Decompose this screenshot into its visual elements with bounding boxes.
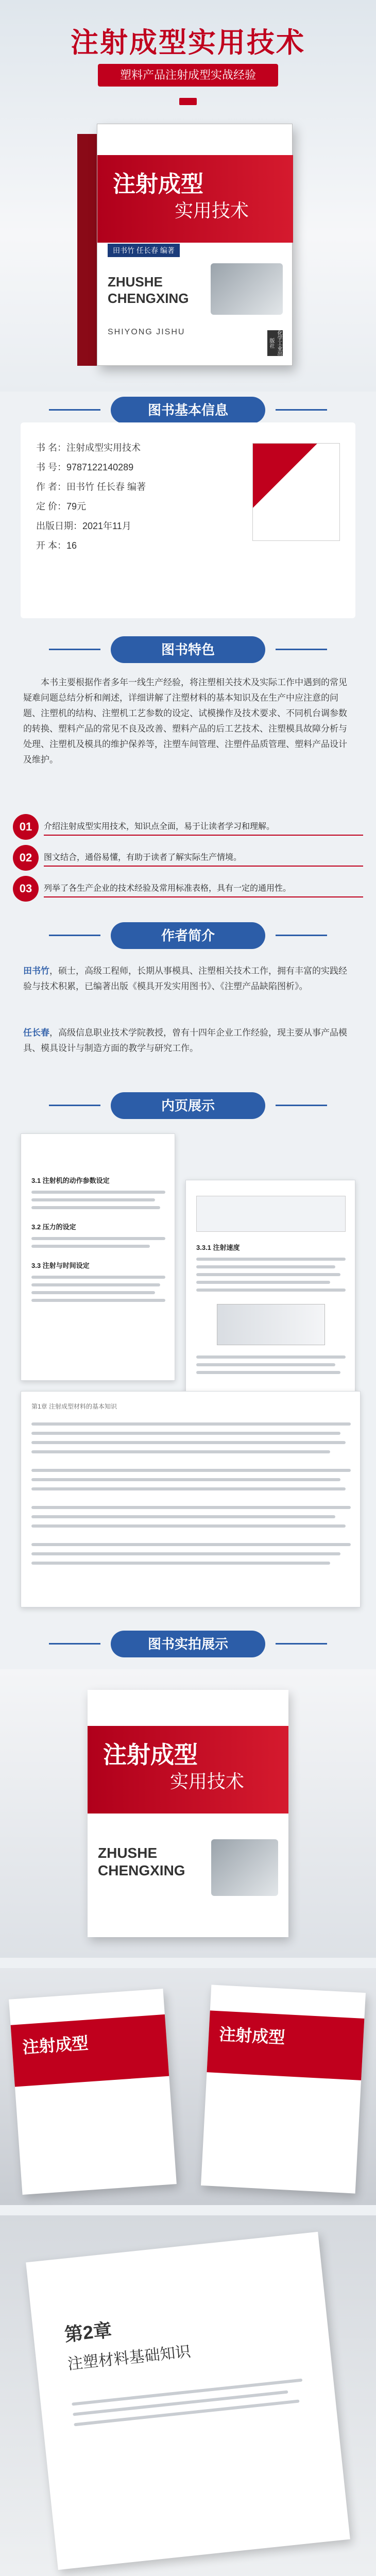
text-line: [31, 1515, 335, 1518]
photo-open-page: [26, 2232, 350, 2570]
text-line: [31, 1441, 346, 1444]
hero-subtitle: 塑料产品注射成型实战经验: [98, 64, 278, 87]
text-line: [31, 1543, 351, 1546]
photo-title-1: 注射成型: [218, 2025, 286, 2047]
photo-book: [88, 1690, 288, 1937]
text-line: [196, 1265, 335, 1268]
text-line: [31, 1206, 160, 1209]
text-line: [31, 1524, 346, 1528]
text-line: [31, 1291, 155, 1294]
text-line: [31, 1478, 340, 1481]
book-cover-3d: [77, 124, 294, 366]
photo-pinyin-2: CHENGXING: [98, 1862, 185, 1878]
cover-publisher: 化学工业出版社: [268, 330, 282, 356]
book-spine: [77, 134, 98, 366]
section-header-inner: 内页展示: [111, 1092, 265, 1119]
section-header-info: 图书基本信息: [111, 397, 265, 423]
author-2: [23, 1025, 353, 1056]
text-line: [196, 1355, 346, 1359]
photo-pinyin: [98, 1844, 185, 1879]
section-header-features: 图书特色: [111, 636, 265, 663]
photo-title-2: 实用技术: [170, 1771, 245, 1792]
text-line: [31, 1283, 160, 1286]
photo-chapter: 第2章: [63, 2319, 113, 2346]
info-item: 出版日期：2021年11月: [36, 521, 131, 531]
text-line: [196, 1289, 346, 1292]
book-cover: [97, 124, 293, 366]
cover-pinyin: [108, 274, 189, 307]
feature-text: 介绍注射成型实用技术，知识点全面，易于让读者学习和理解。: [44, 818, 363, 836]
feature-text: 图文结合，通俗易懂，有助于读者了解实际生产情境。: [44, 849, 363, 867]
text-line: [196, 1281, 330, 1284]
cover-title-2: 实用技术: [175, 200, 249, 221]
author-1: [23, 963, 353, 994]
photo-open-ch2: [0, 2215, 376, 2576]
text-line: [31, 1506, 351, 1509]
cover-machine-image: [211, 263, 283, 315]
text-line: [31, 1237, 165, 1240]
inner-page-left: [21, 1133, 175, 1381]
photo-book-left: [9, 1989, 177, 2195]
photo-pair: [0, 1968, 376, 2205]
text-line: [196, 1371, 340, 1374]
author-1-text: ，硕士，高级工程师，长期从事模具、注塑相关技术工作，拥有丰富的实践经验与技术积累，已编著出版《模具开发实用图书》、《注塑产品缺陷图析》。: [23, 966, 347, 991]
hero-title: 注射成型实用技术: [71, 27, 305, 58]
info-item: 书 号：9787122140289: [36, 462, 134, 472]
text-line: [31, 1276, 165, 1279]
text-line: [31, 1552, 340, 1555]
text-line: [31, 1487, 346, 1490]
inner-heading: 3.2 压力的设定: [31, 1223, 76, 1231]
text-line: [31, 1299, 165, 1302]
cover-authors: 田书竹 任长春 编著: [108, 244, 180, 257]
section-header-real: 图书实拍展示: [111, 1631, 265, 1657]
text-line: [31, 1422, 351, 1426]
feature-text: 列举了各生产企业的技术经验及常用标准表格，具有一定的通用性。: [44, 880, 363, 897]
photo-title-1: 注射成型: [22, 2033, 89, 2057]
text-line: [31, 1198, 155, 1201]
author-2-name: 任长春: [23, 1028, 49, 1038]
hero-banner: [0, 0, 376, 392]
feature-point: [13, 845, 363, 871]
text-line: [31, 1469, 351, 1472]
info-item: 开 本：16: [36, 540, 77, 551]
inner-heading: 3.3 注射与时间设定: [31, 1262, 90, 1269]
inner-heading: 3.1 注射机的动作参数设定: [31, 1177, 110, 1184]
text-line: [31, 1245, 150, 1248]
info-book-thumbnail: [252, 443, 340, 541]
photo-book-right: [201, 1985, 366, 2193]
cover-title-1: 注射成型: [113, 172, 203, 197]
text-line: [31, 1450, 330, 1453]
info-list: [36, 438, 146, 555]
text-line: [196, 1273, 340, 1276]
features-intro: 本书主要根据作者多年一线生产经验，将注塑相关技术及实际工作中遇到的常见疑难问题总结分析和阐述，详细讲解了注塑材料的基本知识及在生产中应注意的问题、注塑机的结构、注塑机工艺参数的设定、试模操作及技术要求、不同机台调参数的转换、塑料产品的常见不良及改善、塑料产品的后工艺技术、注塑模具故障分析与处理、注塑机及模具的维护保养等，注塑车间管理、注塑件品质管理、塑料产品设计及维护。: [23, 677, 347, 765]
text-line: [31, 1562, 330, 1565]
text-line: [196, 1363, 335, 1366]
feature-number: 01: [13, 814, 39, 840]
section-header-authors: 作者简介: [111, 922, 265, 949]
seal-mark: [179, 98, 197, 105]
text-line: [31, 1432, 340, 1435]
info-card: [21, 422, 355, 618]
feature-point: [13, 876, 363, 902]
info-item: 作 者：田书竹 任长春 编著: [36, 482, 146, 492]
inner-page-bottom: [21, 1391, 361, 1607]
feature-point: [13, 814, 363, 840]
feature-number: 03: [13, 876, 39, 902]
author-1-name: 田书竹: [23, 966, 49, 976]
author-2-text: ，高级信息职业技术学院教授，曾有十四年企业工作经验，现主要从事产品模具、模具设计与制造方面的教学与研究工作。: [23, 1028, 347, 1053]
inner-table: [196, 1196, 346, 1232]
inner-figure: [217, 1304, 325, 1345]
feature-number: 02: [13, 845, 39, 871]
inner-footer: 第1章 注射成型材料的基本知识: [31, 1403, 117, 1410]
info-item: 书 名：注射成型实用技术: [36, 443, 141, 453]
pinyin-line-1: ZHUSHE: [108, 274, 163, 290]
inner-heading: 3.3.1 注射速度: [196, 1244, 240, 1251]
text-line: [196, 1258, 346, 1261]
photo-machine: [211, 1839, 278, 1896]
photo-title-1: 注射成型: [103, 1741, 198, 1768]
pinyin-line-2: CHENGXING: [108, 291, 189, 306]
photo-pinyin-1: ZHUSHE: [98, 1845, 158, 1861]
photo-front: [0, 1669, 376, 1958]
text-line: [31, 1191, 165, 1194]
photo-chapter-title: 注塑材料基础知识: [66, 2343, 192, 2373]
cover-pinyin-3: SHIYONG JISHU: [108, 328, 185, 336]
info-item: 定 价：79元: [36, 501, 87, 512]
